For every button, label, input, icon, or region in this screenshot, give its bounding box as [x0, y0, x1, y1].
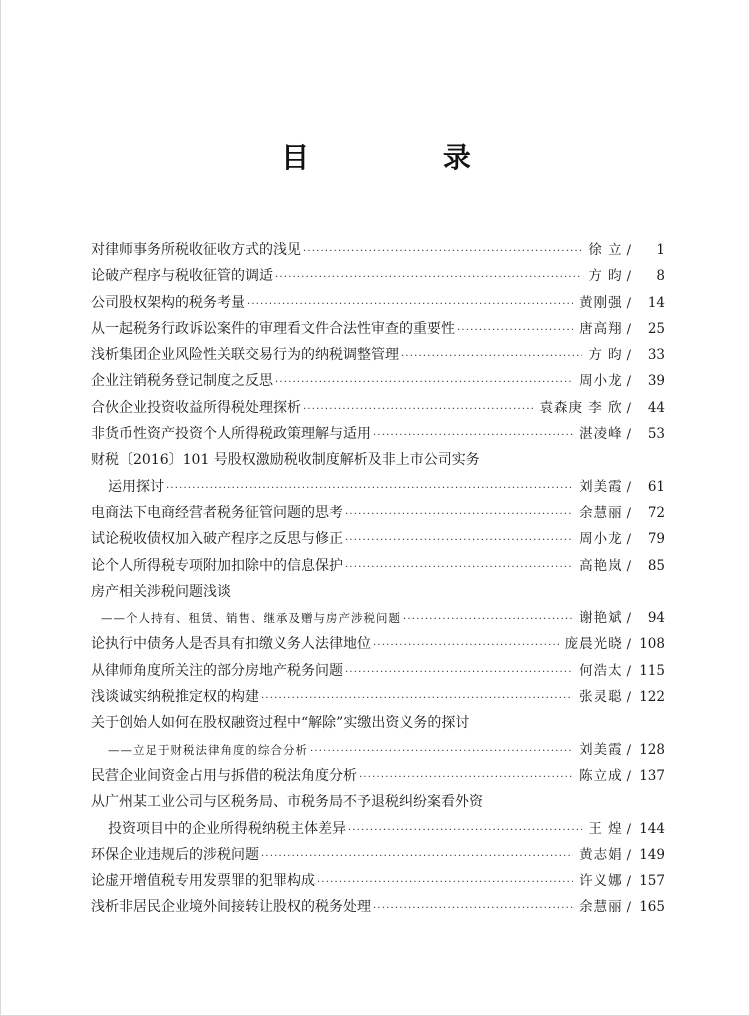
- entry-title: 对律师事务所税收征收方式的浅见: [91, 242, 301, 258]
- separator: /: [626, 637, 631, 653]
- entry-page: 144: [639, 820, 665, 837]
- leader-dots: [166, 476, 573, 502]
- entry-title: 公司股权架构的税务考量: [91, 294, 245, 311]
- separator: /: [626, 295, 631, 311]
- leader-dots: [345, 660, 573, 686]
- leader-dots: [373, 896, 573, 922]
- entry-title: 民营企业间资金占用与拆借的税法角度分析: [91, 767, 357, 784]
- entry-title-continued: 投资项目中的企业所得税纳税主体差异: [108, 820, 346, 837]
- toc-entry[interactable]: [91, 395, 665, 421]
- leader-dots: [345, 528, 573, 554]
- separator: /: [626, 558, 631, 574]
- toc-entry[interactable]: [91, 868, 665, 894]
- toc-entry[interactable]: [91, 368, 665, 394]
- entry-page: 25: [647, 320, 665, 337]
- toc-entry[interactable]: [91, 763, 665, 789]
- entry-author: 周小龙: [579, 373, 623, 390]
- entry-author: 黄志娟: [579, 846, 623, 863]
- leader-dots: [403, 607, 573, 633]
- entry-title: 企业注销税务登记制度之反思: [91, 373, 273, 390]
- separator: /: [626, 427, 631, 443]
- entry-title: 非货币性资产投资个人所得税政策理解与适用: [91, 426, 371, 443]
- separator: /: [626, 768, 631, 784]
- entry-title: 从广州某工业公司与区税务局、市税务局不予退税纠纷案看外资: [91, 794, 483, 811]
- leader-dots: [345, 555, 573, 581]
- entry-title: 浅析集团企业风险性关联交易行为的纳税调整管理: [91, 347, 399, 364]
- separator: /: [626, 505, 631, 521]
- separator: /: [626, 243, 631, 258]
- entry-title: 电商法下电商经营者税务征管问题的思考: [91, 504, 343, 521]
- entry-title: 浅析非居民企业境外间接转让股权的税务处理: [91, 899, 371, 916]
- leader-dots: [275, 370, 573, 396]
- table-of-contents: [91, 237, 665, 921]
- entry-page: 157: [639, 873, 665, 890]
- entry-page: 8: [656, 268, 665, 285]
- separator: /: [626, 321, 631, 337]
- toc-entry[interactable]: [91, 237, 665, 263]
- toc-entry[interactable]: [91, 290, 665, 316]
- separator: /: [626, 690, 631, 706]
- separator: /: [626, 269, 631, 285]
- page-title: 目 录: [281, 141, 533, 174]
- leader-dots: [457, 318, 573, 344]
- entry-author: 唐高翔: [579, 320, 623, 337]
- entry-page: 61: [647, 478, 665, 495]
- toc-entry[interactable]: [91, 421, 665, 447]
- entry-page: 33: [647, 347, 665, 364]
- entry-page: 14: [647, 294, 665, 311]
- entry-title: 关于创始人如何在股权融资过程中“解除”实缴出资义务的探讨: [91, 715, 470, 732]
- leader-dots: [261, 686, 573, 712]
- entry-page: 79: [647, 531, 665, 548]
- toc-entry-title-line[interactable]: [91, 789, 665, 815]
- entry-title-continued: 运用探讨: [108, 478, 164, 495]
- entry-title: 财税〔2016〕101 号股权激励税收制度解析及非上市公司实务: [91, 452, 480, 469]
- entry-page: 108: [639, 636, 665, 653]
- toc-entry[interactable]: [91, 263, 665, 289]
- entry-author: 陈立成: [579, 767, 623, 784]
- entry-author: 方 昀: [588, 347, 623, 364]
- entry-page: 165: [639, 899, 665, 916]
- entry-title: 试论税收债权加入破产程序之反思与修正: [91, 531, 343, 548]
- leader-dots: [303, 397, 534, 423]
- toc-entry[interactable]: [91, 553, 665, 579]
- separator: /: [626, 742, 631, 758]
- entry-title: 房产相关涉税问题浅谈: [91, 583, 231, 600]
- entry-title: 论执行中债务人是否具有扣缴义务人法律地位: [91, 636, 371, 653]
- entry-author: 刘美霞: [579, 478, 623, 495]
- leader-dots: [310, 739, 573, 765]
- leader-dots: [401, 344, 582, 370]
- toc-entry-title-line[interactable]: [91, 579, 665, 605]
- entry-page: 1: [656, 242, 665, 258]
- entry-page: 72: [647, 504, 665, 521]
- entry-title: 从律师角度所关注的部分房地产税务问题: [91, 662, 343, 679]
- toc-entry[interactable]: [91, 658, 665, 684]
- entry-author: 袁森庚 李 欣: [539, 399, 623, 416]
- entry-author: 黄刚强: [579, 294, 623, 311]
- toc-entry[interactable]: [91, 500, 665, 526]
- leader-dots: [261, 844, 573, 870]
- separator: /: [626, 611, 631, 627]
- toc-entry[interactable]: [91, 631, 665, 657]
- leader-dots: [345, 502, 573, 528]
- entry-author: 余慧丽: [579, 504, 623, 521]
- leader-dots: [247, 292, 573, 318]
- entry-page: 137: [639, 767, 665, 784]
- separator: /: [626, 400, 631, 416]
- toc-entry[interactable]: [91, 526, 665, 552]
- entry-author: 方 昀: [588, 268, 623, 285]
- toc-entry-title-line[interactable]: [91, 447, 665, 473]
- separator: /: [626, 374, 631, 390]
- entry-author: 许义娜: [579, 873, 623, 890]
- entry-subtitle: ——立足于财税法律角度的综合分析: [108, 742, 308, 757]
- entry-page: 39: [647, 373, 665, 390]
- entry-title: 论个人所得税专项附加扣除中的信息保护: [91, 557, 343, 574]
- toc-entry[interactable]: [91, 684, 665, 710]
- entry-author: 谢艳斌: [579, 610, 623, 627]
- separator: /: [626, 348, 631, 364]
- entry-author: 湛凌峰: [579, 426, 623, 443]
- separator: /: [626, 821, 631, 837]
- leader-dots: [275, 265, 582, 291]
- entry-title: 环保企业违规后的涉税问题: [91, 846, 259, 863]
- entry-author: 王 煌: [588, 820, 623, 837]
- entry-page: 85: [647, 557, 665, 574]
- leader-dots: [303, 239, 582, 265]
- entry-author: 刘美霞: [579, 741, 623, 758]
- entry-page: 44: [647, 399, 665, 416]
- toc-entry[interactable]: [91, 342, 665, 368]
- separator: /: [626, 874, 631, 890]
- entry-title: 合伙企业投资收益所得税处理探析: [91, 399, 301, 416]
- entry-author: 庞晨光晓: [564, 636, 623, 653]
- leader-dots: [317, 870, 573, 896]
- entry-author: 周小龙: [579, 531, 623, 548]
- separator: /: [626, 663, 631, 679]
- entry-subtitle: ——个人持有、租赁、销售、继承及赠与房产涉税问题: [101, 611, 401, 626]
- toc-entry[interactable]: [91, 316, 665, 342]
- separator: /: [626, 847, 631, 863]
- entry-page: 94: [647, 610, 665, 627]
- leader-dots: [348, 818, 582, 844]
- entry-author: 张灵聪: [579, 689, 623, 706]
- leader-dots: [373, 423, 573, 449]
- toc-entry-title-line[interactable]: [91, 710, 665, 736]
- toc-entry[interactable]: [91, 842, 665, 868]
- separator: /: [626, 532, 631, 548]
- toc-entry[interactable]: [91, 474, 665, 500]
- leader-dots: [359, 765, 573, 791]
- entry-author: 高艳岚: [579, 557, 623, 574]
- entry-title: 浅谈诚实纳税推定权的构建: [91, 689, 259, 706]
- entry-page: 53: [647, 426, 665, 443]
- entry-page: 149: [639, 846, 665, 863]
- entry-title: 从一起税务行政诉讼案件的审理看文件合法性审查的重要性: [91, 320, 455, 337]
- entry-page: 115: [639, 662, 665, 679]
- toc-entry[interactable]: [91, 737, 665, 763]
- entry-author: 徐 立: [588, 242, 623, 258]
- toc-entry[interactable]: [91, 816, 665, 842]
- separator: /: [626, 900, 631, 916]
- entry-author: 余慧丽: [579, 899, 623, 916]
- entry-page: 128: [639, 741, 665, 758]
- entry-author: 何浩太: [579, 662, 623, 679]
- entry-title: 论破产程序与税收征管的调适: [91, 268, 273, 285]
- leader-dots: [373, 633, 559, 659]
- toc-entry[interactable]: [91, 605, 665, 631]
- entry-title: 论虚开增值税专用发票罪的犯罪构成: [91, 873, 315, 890]
- toc-entry[interactable]: [91, 894, 665, 920]
- entry-page: 122: [639, 689, 665, 706]
- separator: /: [626, 479, 631, 495]
